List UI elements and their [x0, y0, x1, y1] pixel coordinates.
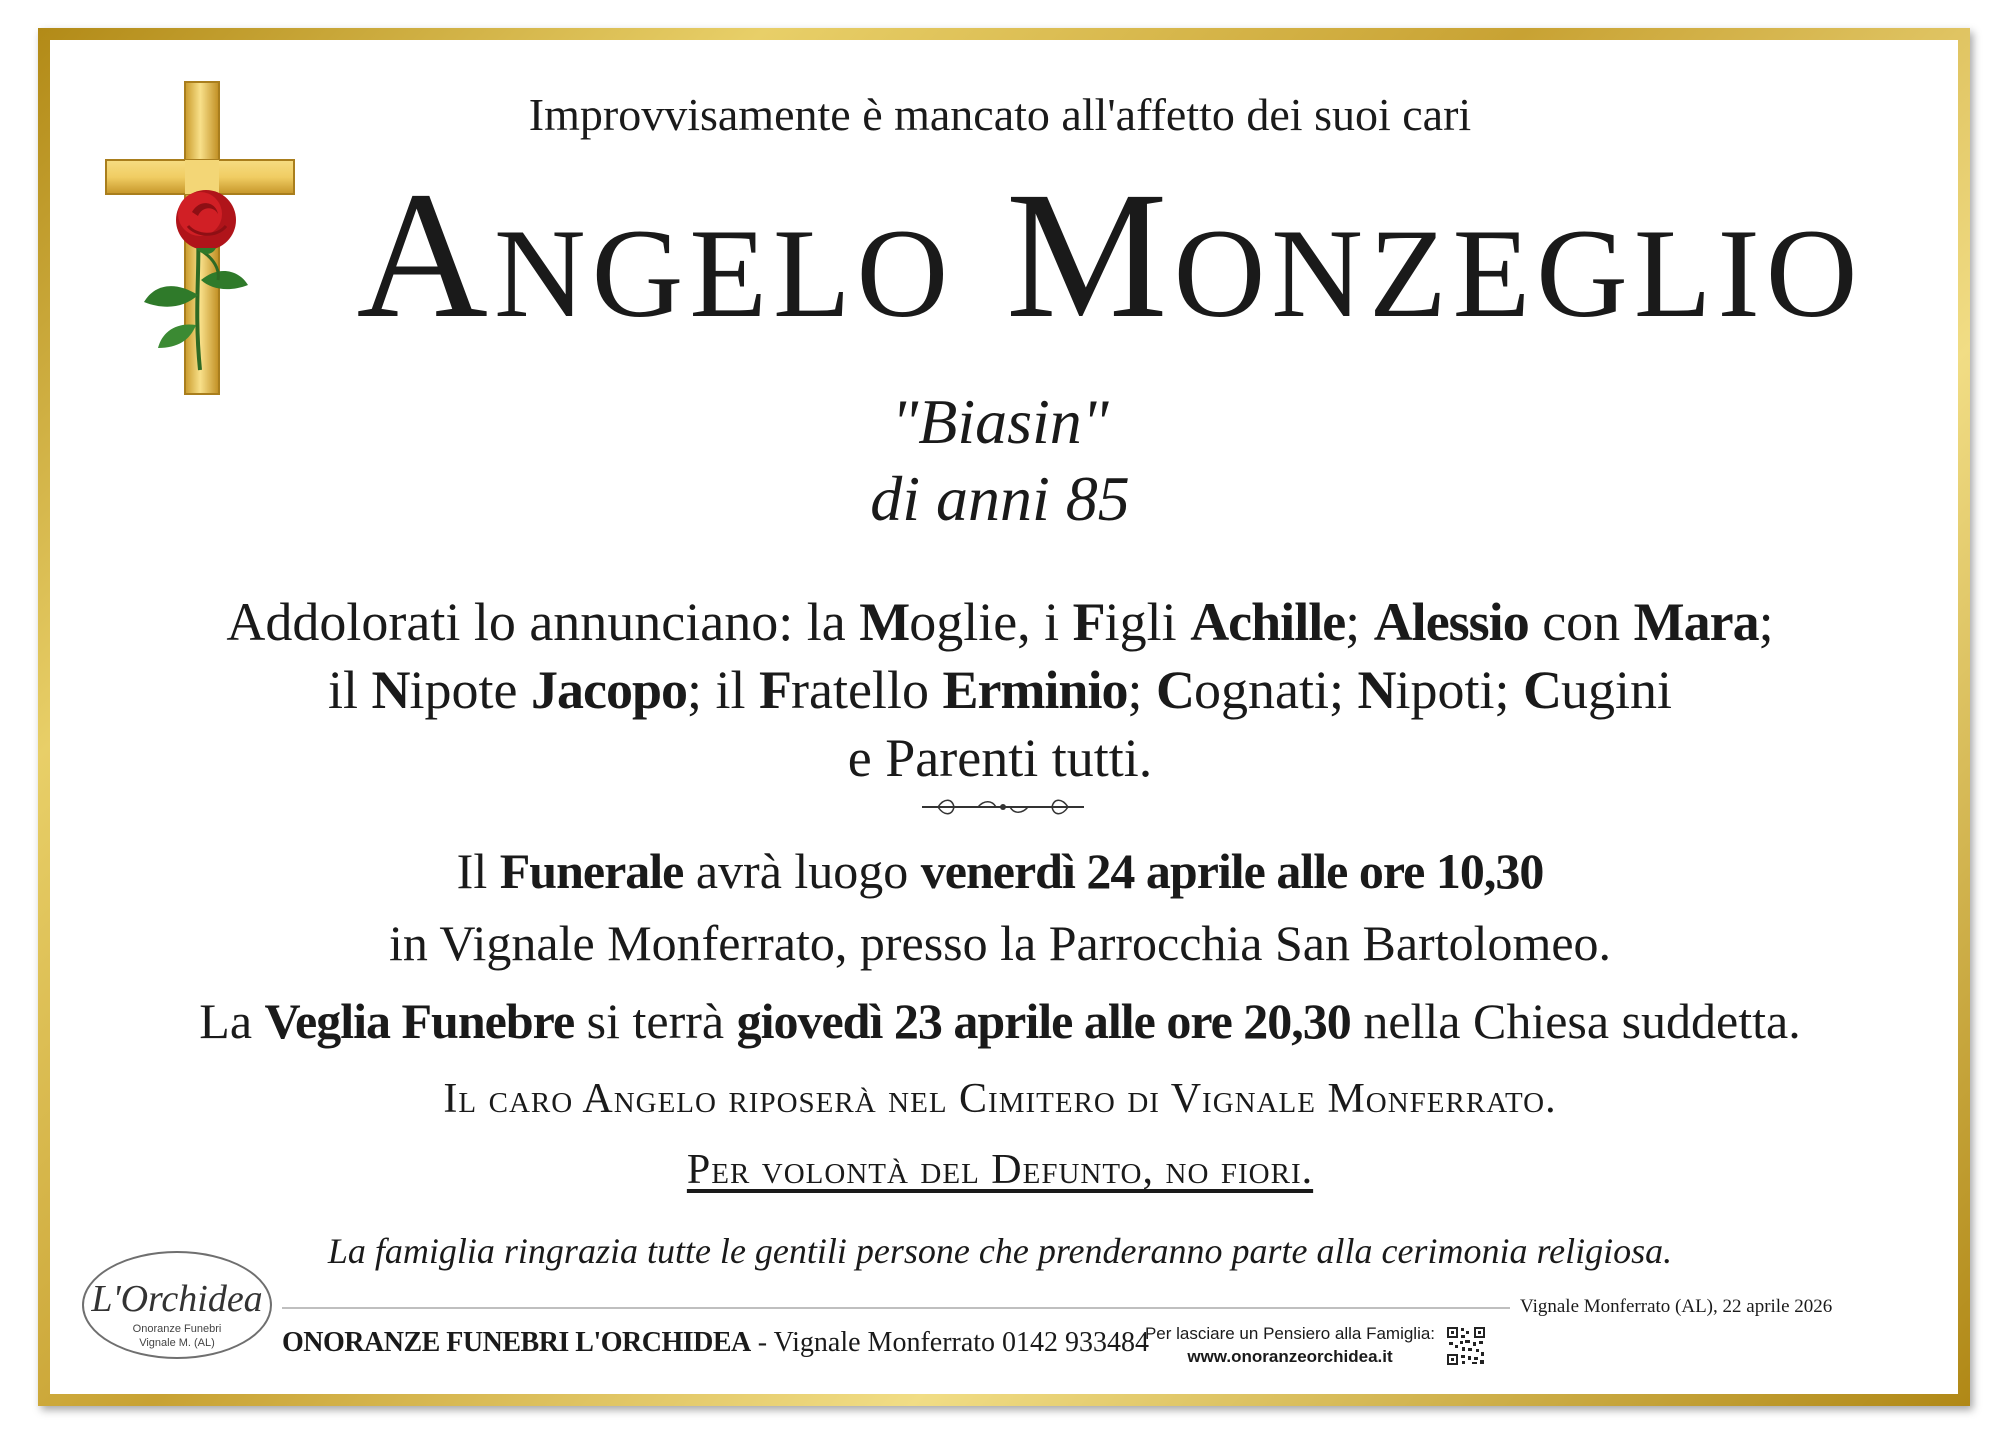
mourners-line-3: e Parenti tutti.	[847, 728, 1153, 788]
company-info: ONORANZE FUNEBRI L'ORCHIDEA - Vignale Monferrato 0142 933484	[282, 1327, 1150, 1358]
place-date: Vignale Monferrato (AL), 22 aprile 2026	[1520, 1296, 1833, 1317]
funeral-line: Il Funerale avrà luogo venerdì 24 aprile alle ore 10,30	[456, 843, 1544, 899]
footer-divider	[282, 1307, 1510, 1309]
deceased-name: Angelo Monzeglio	[356, 155, 1864, 356]
qr-code-icon[interactable]	[1446, 1326, 1486, 1366]
mourners-line-1: Addolorati lo annunciano: la Moglie, i Figli Achille; Alessio con Mara;	[226, 592, 1774, 652]
orchidea-logo	[82, 1251, 272, 1359]
intro-line: Improvvisamente è mancato all'affetto dei suoi cari	[528, 89, 1472, 140]
thanks-line: La famiglia ringrazia tutte le gentili persone che prenderanno parte alla cerimonia religiosa.	[327, 1231, 1673, 1271]
mourners-announcement	[100, 588, 1900, 792]
website-link[interactable]: www.onoranzeorchidea.it	[1187, 1347, 1393, 1366]
ornamental-divider-icon	[918, 796, 1088, 818]
nickname: "Biasin"	[891, 386, 1109, 457]
burial-line: Il caro Angelo riposerà nel Cimitero di Vignale Monferrato.	[443, 1076, 1557, 1122]
vigil-line: La Veglia Funebre si terrà giovedì 23 aprile alle ore 20,30 nella Chiesa suddetta.	[199, 993, 1801, 1049]
age: di anni 85	[870, 463, 1130, 534]
no-flowers-line: Per volontà del Defunto, no fiori.	[686, 1147, 1314, 1193]
mourners-line-2: il Nipote Jacopo; il Fratello Erminio; Cognati; Nipoti; Cugini	[328, 660, 1672, 720]
logo-location: Vignale M. (AL)	[139, 1337, 215, 1349]
logo-subtitle: Onoranze Funebri	[132, 1323, 222, 1335]
pensiero-label: Per lasciare un Pensiero alla Famiglia:	[1144, 1324, 1436, 1343]
funeral-location: in Vignale Monferrato, presso la Parrocchia San Bartolomeo.	[388, 915, 1612, 971]
logo-script: L'Orchidea	[91, 1278, 263, 1320]
